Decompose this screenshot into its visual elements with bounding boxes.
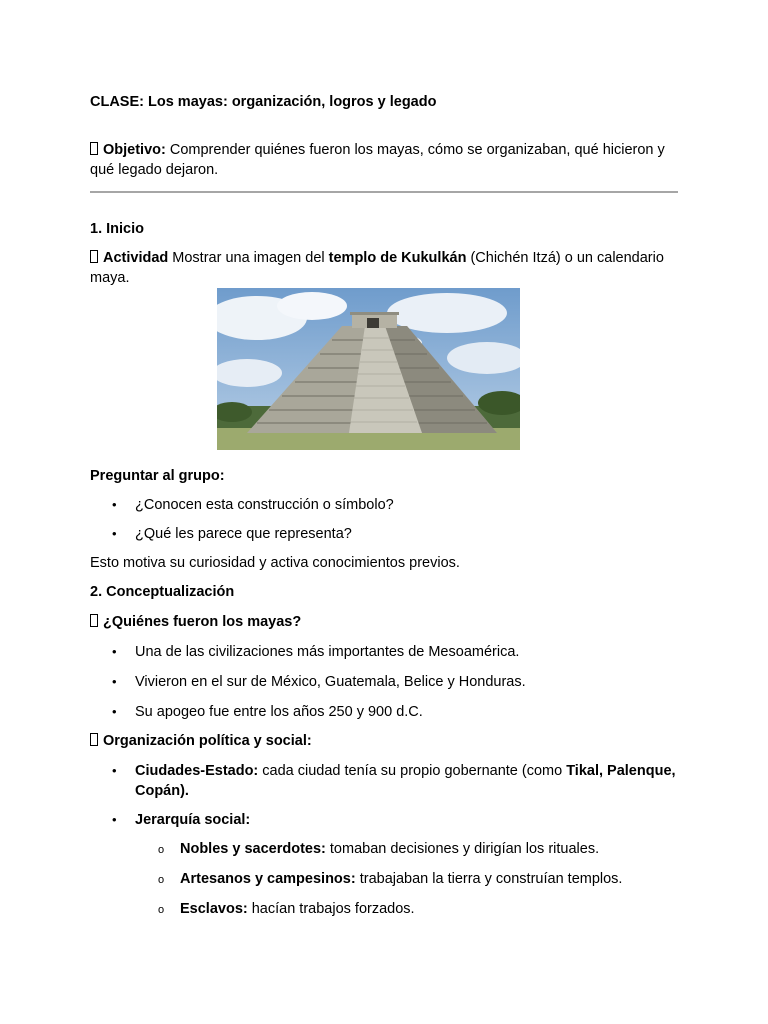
list-item bbox=[90, 899, 678, 919]
city-text: cada ciudad tenía su propio gobernante (como bbox=[258, 763, 567, 779]
objective-paragraph bbox=[90, 140, 678, 180]
org-list bbox=[90, 761, 678, 830]
objective-label: Objetivo: bbox=[103, 142, 166, 158]
hierarchy-list bbox=[90, 839, 678, 919]
section1-heading: 1. Inicio bbox=[90, 221, 144, 237]
list-item: • ¿Qué les parece que representa? bbox=[90, 524, 678, 544]
pyramid-illustration bbox=[217, 288, 520, 450]
hierarchy-item-label: Esclavos: bbox=[180, 901, 248, 917]
list-item: • Su apogeo fue entre los años 250 y 900 d.C. bbox=[90, 702, 678, 722]
kukulkan-temple-image bbox=[217, 288, 520, 450]
list-item bbox=[90, 761, 678, 801]
section2-heading: 2. Conceptualización bbox=[90, 584, 235, 600]
list-item: • ¿Conocen esta construcción o símbolo? bbox=[90, 495, 678, 515]
who-heading: ¿Quiénes fueron los mayas? bbox=[103, 614, 302, 630]
horizontal-rule bbox=[90, 191, 678, 193]
checkbox-glyph-icon bbox=[90, 142, 98, 155]
org-heading: Organización política y social: bbox=[103, 733, 312, 749]
who-list bbox=[90, 642, 678, 722]
hierarchy-item-label: Nobles y sacerdotes: bbox=[180, 841, 326, 857]
org-heading-paragraph bbox=[90, 731, 678, 751]
hierarchy-item-text: hacían trabajos forzados. bbox=[247, 901, 415, 917]
who-heading-paragraph bbox=[90, 612, 678, 632]
checkbox-glyph-icon bbox=[90, 250, 98, 263]
ask-heading: Preguntar al grupo: bbox=[90, 468, 225, 484]
list-item bbox=[90, 869, 678, 889]
hierarchy-label: Jerarquía social: bbox=[135, 812, 251, 828]
objective-text: Comprender quiénes fueron los mayas, cómo se organizaban, qué hicieron y qué legado dejaron. bbox=[90, 142, 665, 178]
list-item bbox=[90, 810, 678, 830]
hierarchy-item-text: trabajaban la tierra y construían templos. bbox=[355, 871, 623, 887]
activity-paragraph bbox=[90, 248, 678, 288]
hierarchy-item-text: tomaban decisiones y dirigían los rituales. bbox=[325, 841, 600, 857]
hierarchy-item-label: Artesanos y campesinos: bbox=[180, 871, 356, 887]
document-title: CLASE: Los mayas: organización, logros y legado bbox=[90, 94, 437, 110]
activity-text-1: Mostrar una imagen del bbox=[168, 250, 329, 266]
list-item: • Una de las civilizaciones más importantes de Mesoamérica. bbox=[90, 642, 678, 662]
checkbox-glyph-icon bbox=[90, 614, 98, 627]
activity-label: Actividad bbox=[103, 250, 169, 266]
list-item bbox=[90, 839, 678, 859]
closing-paragraph: Esto motiva su curiosidad y activa conocimientos previos. bbox=[90, 555, 460, 571]
city-bold: Tikal, Palenque, Copán). bbox=[135, 763, 676, 799]
city-label: Ciudades-Estado: bbox=[135, 763, 259, 779]
list-item: • Vivieron en el sur de México, Guatemala, Belice y Honduras. bbox=[90, 672, 678, 692]
checkbox-glyph-icon bbox=[90, 733, 98, 746]
questions-list bbox=[90, 495, 678, 544]
document-page bbox=[90, 92, 678, 919]
activity-text-2: (Chichén Itzá) o un calendario maya. bbox=[90, 250, 664, 286]
activity-bold: templo de Kukulkán bbox=[328, 250, 467, 266]
